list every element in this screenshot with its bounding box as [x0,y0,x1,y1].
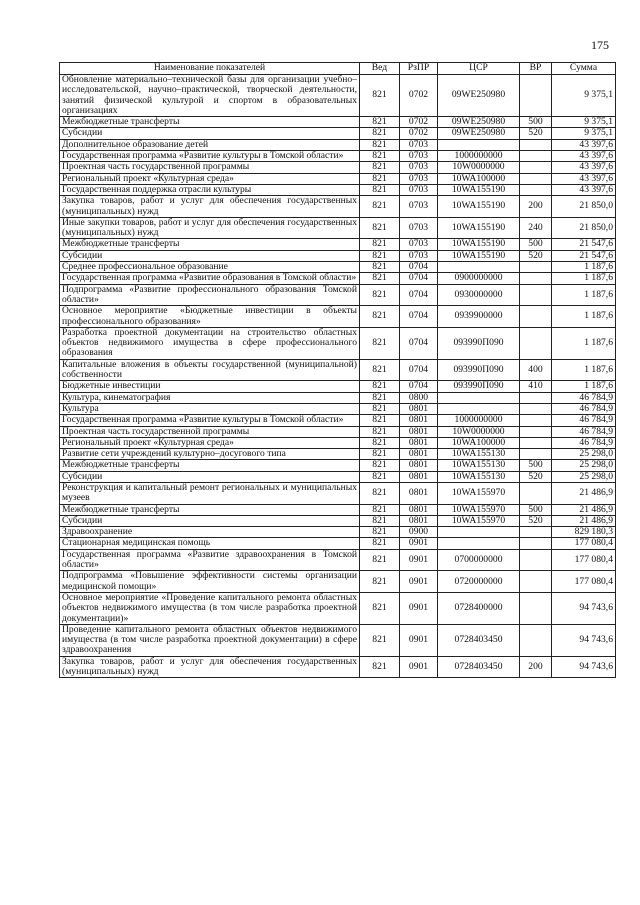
cell-ved: 821 [360,527,400,538]
cell-rzpr: 0704 [400,262,438,273]
cell-rzpr: 0801 [400,415,438,426]
table-row [60,549,616,571]
cell-name: Государственная программа «Развитие культуры в Томской области» [60,415,360,426]
cell-sum: 1 187,6 [552,306,616,328]
cell-ved: 821 [360,504,400,515]
table-row [60,196,616,218]
cell-csr: 10WA155130 [438,449,520,460]
cell-csr: 0700000000 [438,549,520,571]
table-row [60,117,616,128]
cell-sum: 21 486,9 [552,515,616,526]
cell-csr [438,403,520,414]
cell-rzpr: 0702 [400,117,438,128]
cell-rzpr: 0704 [400,284,438,306]
cell-name: Субсидии [60,250,360,261]
table-header [60,63,616,75]
cell-vr: 520 [520,515,552,526]
cell-vr [520,284,552,306]
cell-rzpr: 0801 [400,403,438,414]
cell-rzpr: 0704 [400,359,438,381]
cell-rzpr: 0704 [400,327,438,359]
cell-sum: 46 784,9 [552,437,616,448]
cell-rzpr: 0703 [400,196,438,218]
cell-sum: 1 187,6 [552,327,616,359]
cell-name: Государственная программа «Развитие образования в Томской области» [60,273,360,284]
cell-rzpr: 0704 [400,306,438,328]
cell-ved: 821 [360,117,400,128]
cell-csr: 10WA155190 [438,239,520,250]
cell-sum: 46 784,9 [552,403,616,414]
cell-vr [520,262,552,273]
cell-csr: 093990П090 [438,381,520,392]
cell-csr: 10WA155970 [438,482,520,504]
cell-name: Проектная часть государственной программы [60,162,360,173]
cell-rzpr: 0801 [400,449,438,460]
cell-csr: 093990П090 [438,327,520,359]
cell-rzpr: 0801 [400,426,438,437]
cell-sum: 21 547,6 [552,250,616,261]
table-row [60,162,616,173]
cell-sum: 177 080,4 [552,571,616,593]
cell-vr [520,592,552,624]
table-row [60,306,616,328]
page-number: 175 [591,38,609,52]
table-row [60,250,616,261]
cell-vr [520,426,552,437]
cell-ved: 821 [360,273,400,284]
cell-vr [520,482,552,504]
cell-rzpr: 0704 [400,273,438,284]
table-row [60,239,616,250]
table-row [60,571,616,593]
cell-csr: 10WA155970 [438,504,520,515]
cell-ved: 821 [360,173,400,184]
cell-sum: 94 743,6 [552,656,616,678]
cell-name: Капитальные вложения в объекты государственной (муниципальной) собственности [60,359,360,381]
cell-vr [520,306,552,328]
cell-csr: 10W0000000 [438,162,520,173]
cell-rzpr: 0703 [400,151,438,162]
cell-rzpr: 0800 [400,392,438,403]
cell-rzpr: 0801 [400,482,438,504]
cell-ved: 821 [360,403,400,414]
cell-rzpr: 0901 [400,549,438,571]
cell-ved: 821 [360,262,400,273]
cell-name: Основное мероприятие «Проведение капитального ремонта областных объектов недвижимого имущества (в том числе разработка проектной документации)» [60,592,360,624]
cell-ved: 821 [360,437,400,448]
cell-name: Развитие сети учреждений культурно–досугового типа [60,449,360,460]
cell-vr: 200 [520,196,552,218]
cell-csr: 10W0000000 [438,426,520,437]
cell-vr: 410 [520,381,552,392]
cell-name: Субсидии [60,471,360,482]
cell-sum: 46 784,9 [552,415,616,426]
table-row [60,592,616,624]
table-row [60,437,616,448]
cell-sum: 9 375,1 [552,75,616,117]
cell-vr: 520 [520,250,552,261]
cell-rzpr: 0901 [400,656,438,678]
cell-ved: 821 [360,381,400,392]
cell-csr: 1000000000 [438,151,520,162]
table-row [60,262,616,273]
cell-rzpr: 0702 [400,128,438,139]
cell-rzpr: 0801 [400,504,438,515]
cell-vr [520,392,552,403]
cell-rzpr: 0703 [400,217,438,239]
cell-vr [520,162,552,173]
cell-ved: 821 [360,415,400,426]
cell-csr: 10WA155970 [438,515,520,526]
cell-name: Обновление материально–технической базы для организации учебно–исследовательской, научно–практической, творческой деятельности, занятий физической культурой и спортом в образовательных организациях [60,75,360,117]
cell-csr: 10WA155190 [438,184,520,195]
cell-sum: 21 850,0 [552,217,616,239]
cell-vr: 400 [520,359,552,381]
cell-name: Закупка товаров, работ и услуг для обеспечения государственных (муниципальных) нужд [60,656,360,678]
cell-csr: 10WA155190 [438,217,520,239]
cell-vr [520,273,552,284]
table-row [60,128,616,139]
cell-ved: 821 [360,549,400,571]
cell-csr: 0728403450 [438,656,520,678]
cell-vr: 240 [520,217,552,239]
cell-vr: 500 [520,117,552,128]
cell-ved: 821 [360,656,400,678]
cell-rzpr: 0703 [400,239,438,250]
cell-ved: 821 [360,359,400,381]
cell-name: Закупка товаров, работ и услуг для обеспечения государственных (муниципальных) нужд [60,196,360,218]
cell-csr: 10WA100000 [438,173,520,184]
cell-vr: 500 [520,460,552,471]
table-row [60,656,616,678]
table-body [60,75,616,678]
cell-sum: 46 784,9 [552,392,616,403]
cell-sum: 1 187,6 [552,359,616,381]
cell-rzpr: 0702 [400,75,438,117]
cell-csr: 0900000000 [438,273,520,284]
cell-ved: 821 [360,460,400,471]
cell-rzpr: 0801 [400,460,438,471]
cell-vr [520,173,552,184]
table-row [60,273,616,284]
cell-rzpr: 0900 [400,527,438,538]
cell-csr: 1000000000 [438,415,520,426]
cell-vr [520,624,552,656]
cell-sum: 25 298,0 [552,471,616,482]
cell-rzpr: 0704 [400,381,438,392]
cell-sum: 1 187,6 [552,262,616,273]
cell-vr [520,549,552,571]
cell-sum: 9 375,1 [552,128,616,139]
cell-sum: 43 397,6 [552,173,616,184]
table-row [60,527,616,538]
table-row [60,504,616,515]
cell-vr [520,527,552,538]
cell-name: Государственная программа «Развитие культуры в Томской области» [60,151,360,162]
cell-vr [520,571,552,593]
cell-sum: 177 080,4 [552,538,616,549]
cell-csr [438,538,520,549]
cell-ved: 821 [360,239,400,250]
cell-sum: 1 187,6 [552,273,616,284]
cell-rzpr: 0801 [400,515,438,526]
cell-ved: 821 [360,538,400,549]
cell-name: Культура [60,403,360,414]
cell-ved: 821 [360,196,400,218]
cell-name: Межбюджетные трансферты [60,460,360,471]
cell-rzpr: 0703 [400,139,438,150]
cell-vr: 500 [520,504,552,515]
cell-ved: 821 [360,571,400,593]
cell-csr [438,527,520,538]
cell-vr [520,415,552,426]
cell-ved: 821 [360,471,400,482]
cell-sum: 43 397,6 [552,139,616,150]
cell-sum: 829 180,3 [552,527,616,538]
table-row [60,151,616,162]
cell-name: Иные закупки товаров, работ и услуг для обеспечения государственных (муниципальных) нужд [60,217,360,239]
cell-csr: 10WA100000 [438,437,520,448]
cell-ved: 821 [360,250,400,261]
cell-ved: 821 [360,217,400,239]
cell-name: Дополнительное образование детей [60,139,360,150]
cell-ved: 821 [360,151,400,162]
cell-csr: 093990П090 [438,359,520,381]
cell-vr [520,437,552,448]
cell-name: Разработка проектной документации на строительство областных объектов недвижимого имущества в сфере профессионального образования [60,327,360,359]
cell-sum: 1 187,6 [552,381,616,392]
cell-name: Региональный проект «Культурная среда» [60,437,360,448]
cell-rzpr: 0703 [400,173,438,184]
cell-ved: 821 [360,128,400,139]
table-row [60,482,616,504]
cell-ved: 821 [360,139,400,150]
cell-sum: 46 784,9 [552,426,616,437]
cell-name: Государственная поддержка отрасли культуры [60,184,360,195]
cell-sum: 21 486,9 [552,504,616,515]
header-sum: Сумма [552,63,616,75]
cell-vr [520,449,552,460]
cell-ved: 821 [360,624,400,656]
cell-name: Межбюджетные трансферты [60,504,360,515]
table-row [60,327,616,359]
cell-name: Государственная программа «Развитие здравоохранения в Томской области» [60,549,360,571]
cell-name: Здравоохранение [60,527,360,538]
table-row [60,449,616,460]
cell-name: Межбюджетные трансферты [60,117,360,128]
table-row [60,173,616,184]
cell-name: Среднее профессиональное образование [60,262,360,273]
cell-csr: 10WA155130 [438,471,520,482]
cell-vr: 520 [520,128,552,139]
table-row [60,426,616,437]
cell-sum: 21 486,9 [552,482,616,504]
cell-csr: 09WE250980 [438,75,520,117]
cell-sum: 25 298,0 [552,449,616,460]
cell-csr: 10WA155190 [438,250,520,261]
cell-name: Культура, кинематография [60,392,360,403]
cell-csr: 0728403450 [438,624,520,656]
cell-name: Реконструкция и капитальный ремонт региональных и муниципальных музеев [60,482,360,504]
cell-sum: 177 080,4 [552,549,616,571]
cell-sum: 43 397,6 [552,151,616,162]
cell-rzpr: 0801 [400,437,438,448]
cell-ved: 821 [360,184,400,195]
cell-vr [520,184,552,195]
cell-name: Подпрограмма «Развитие профессионального образования Томской области» [60,284,360,306]
cell-csr: 09WE250980 [438,128,520,139]
cell-sum: 94 743,6 [552,592,616,624]
table-row [60,515,616,526]
cell-rzpr: 0801 [400,471,438,482]
cell-ved: 821 [360,515,400,526]
header-csr: ЦСР [438,63,520,75]
cell-vr [520,403,552,414]
cell-csr [438,262,520,273]
cell-sum: 21 547,6 [552,239,616,250]
cell-csr: 0720000000 [438,571,520,593]
table-row [60,392,616,403]
cell-sum: 21 850,0 [552,196,616,218]
cell-name: Проведение капитального ремонта областных объектов недвижимого имущества (в том числе разработка проектной документации) в сфере здравоохранения [60,624,360,656]
table-row [60,381,616,392]
cell-name: Бюджетные инвестиции [60,381,360,392]
cell-rzpr: 0901 [400,571,438,593]
header-name: Наименование показателей [60,63,360,75]
table-row [60,139,616,150]
header-vr: ВР [520,63,552,75]
table-row [60,75,616,117]
cell-vr [520,75,552,117]
cell-rzpr: 0901 [400,624,438,656]
cell-ved: 821 [360,449,400,460]
cell-csr: 0939900000 [438,306,520,328]
table-row [60,184,616,195]
cell-vr [520,538,552,549]
cell-csr: 10WA155130 [438,460,520,471]
cell-name: Стационарная медицинская помощь [60,538,360,549]
cell-vr: 520 [520,471,552,482]
cell-name: Основное мероприятие «Бюджетные инвестиции в объекты профессионального образования» [60,306,360,328]
cell-rzpr: 0703 [400,250,438,261]
table-row [60,471,616,482]
cell-ved: 821 [360,306,400,328]
cell-name: Региональный проект «Культурная среда» [60,173,360,184]
cell-ved: 821 [360,482,400,504]
table-row [60,284,616,306]
cell-csr [438,392,520,403]
table-row [60,538,616,549]
cell-name: Субсидии [60,128,360,139]
cell-vr [520,327,552,359]
header-row [60,63,616,75]
cell-sum: 25 298,0 [552,460,616,471]
cell-ved: 821 [360,327,400,359]
cell-sum: 1 187,6 [552,284,616,306]
cell-rzpr: 0901 [400,538,438,549]
cell-ved: 821 [360,284,400,306]
cell-csr: 0930000000 [438,284,520,306]
table-row [60,624,616,656]
cell-vr: 200 [520,656,552,678]
cell-name: Подпрограмма «Повышение эффективности системы организации медицинской помощи» [60,571,360,593]
cell-name: Проектная часть государственной программы [60,426,360,437]
cell-vr [520,151,552,162]
cell-ved: 821 [360,162,400,173]
budget-table [59,62,616,678]
table-row [60,403,616,414]
table-row [60,415,616,426]
cell-sum: 9 375,1 [552,117,616,128]
table-row [60,460,616,471]
cell-sum: 94 743,6 [552,624,616,656]
cell-sum: 43 397,6 [552,162,616,173]
cell-ved: 821 [360,592,400,624]
cell-name: Межбюджетные трансферты [60,239,360,250]
cell-ved: 821 [360,392,400,403]
cell-rzpr: 0703 [400,162,438,173]
cell-csr [438,139,520,150]
cell-rzpr: 0703 [400,184,438,195]
header-rzpr: РзПР [400,63,438,75]
cell-csr: 10WA155190 [438,196,520,218]
cell-sum: 43 397,6 [552,184,616,195]
table-row [60,359,616,381]
cell-name: Субсидии [60,515,360,526]
cell-ved: 821 [360,75,400,117]
cell-vr [520,139,552,150]
header-ved: Вед [360,63,400,75]
cell-csr: 0728400000 [438,592,520,624]
cell-rzpr: 0901 [400,592,438,624]
cell-vr: 500 [520,239,552,250]
table-row [60,217,616,239]
cell-csr: 09WE250980 [438,117,520,128]
cell-ved: 821 [360,426,400,437]
